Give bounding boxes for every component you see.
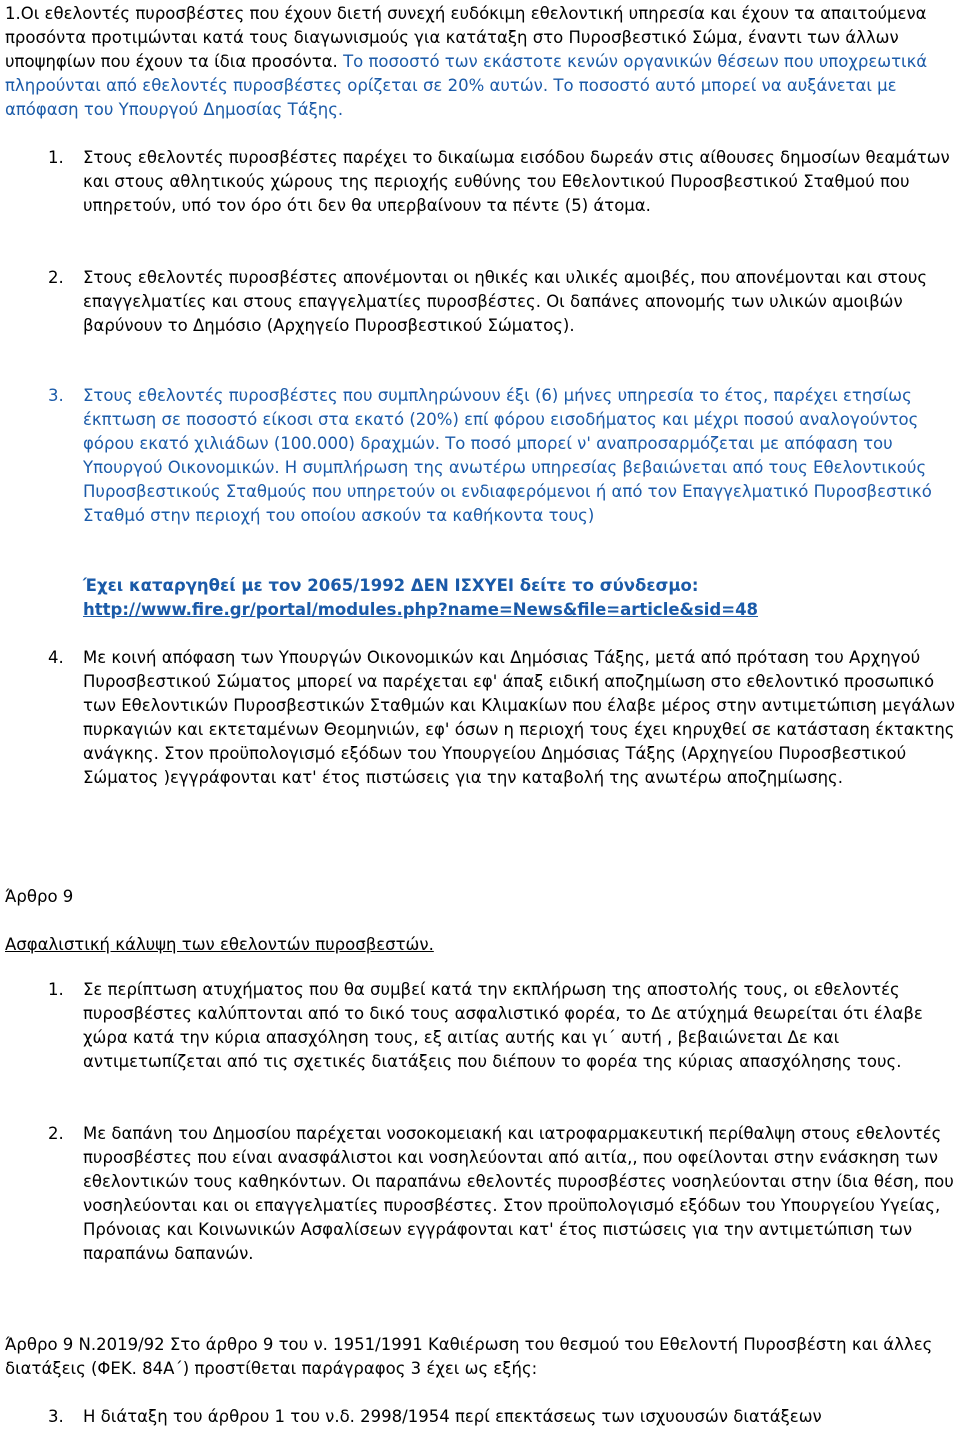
repeal-notice bbox=[83, 574, 943, 622]
intro-text-highlighted: Το ποσοστό των εκάστοτε κενών οργανικών θέσεων που υποχρεωτικά πληρούνται από εθελοντές πυροσβέστες ορίζεται σε 20% αυτών. Το ποσοστό αυτό μπορεί να αυξάνεται με απόφαση του Υπουργού Δημοσίας Τάξης. bbox=[5, 52, 928, 119]
list-item-number: 3. bbox=[48, 1407, 64, 1426]
list-item-number: 1. bbox=[48, 980, 64, 999]
list-item-2 bbox=[48, 266, 956, 338]
article-subheading: Ασφαλιστική κάλυψη των εθελοντών πυροσβεστών. bbox=[5, 935, 434, 954]
list-item-text: Η διάταξη του άρθρου 1 του ν.δ. 2998/1954 περί επεκτάσεως των ισχυουσών διατάξεων bbox=[83, 1407, 822, 1426]
article-item-2 bbox=[48, 1122, 956, 1266]
intro-paragraph bbox=[5, 2, 955, 122]
article-item-1 bbox=[48, 978, 956, 1074]
list-item-3 bbox=[48, 384, 956, 528]
repeal-notice-text: Έχει καταργηθεί με τον 2065/1992 ΔΕΝ ΙΣΧΥΕΙ δείτε το σύνδεσμο: bbox=[83, 576, 699, 595]
intro-text: 1.Οι εθελοντές πυροσβέστες που έχουν διετή συνεχή ευδόκιμη εθελοντική υπηρεσία και έχουν τα απαιτούμενα προσόντα προτιμώνται κατά τους διαγωνισμούς για κατάταξη στο Πυροσβεστικό Σώμα, έναντι των άλλων υποψηφίων που έχουν τα ίδια προσόντα. bbox=[5, 4, 927, 71]
list-item-number: 2. bbox=[48, 268, 64, 287]
list-item-4 bbox=[48, 646, 956, 790]
list-item-text: Με δαπάνη του Δημοσίου παρέχεται νοσοκομειακή και ιατροφαρμακευτική περίθαλψη στους εθελοντές πυροσβέστες που είναι ανασφάλιστοι και νοσηλεύονται από αιτία,, που οφείλονται στην ενάσκηση των εθελοντικών τους καθηκόντων. Οι παραπάνω εθελοντές πυροσβέστες νοσηλεύονται στην ίδια θέση, που νοσηλεύονται και οι επαγγελματίες πυροσβέστες. Στον προϋπολογισμό εξόδων του Υπουργείου Υγείας, Πρόνοιας και Κοινωνικών Ασφαλίσεων εγγράφονται κατ' έτος πιστώσεις για την αντιμετώπιση των παραπάνω δαπανών. bbox=[83, 1124, 954, 1263]
list-item-text: Στους εθελοντές πυροσβέστες απονέμονται οι ηθικές και υλικές αμοιβές, που απονέμονται και στους επαγγελματίες και στους επαγγελματίες πυροσβέστες. Οι δαπάνες απονομής των υλικών αμοιβών βαρύνουν το Δημόσιο (Αρχηγείο Πυροσβεστικού Σώματος). bbox=[83, 268, 928, 335]
amendment-paragraph: Άρθρο 9 Ν.2019/92 Στο άρθρο 9 του ν. 1951/1991 Καθιέρωση του θεσμού του Εθελοντή Πυροσβέστη και άλλες διατάξεις (ΦΕΚ. 84Α΄) προστίθεται παράγραφος 3 έχει ως εξής: bbox=[5, 1335, 933, 1378]
list-item-number: 3. bbox=[48, 386, 64, 405]
repeal-notice-link[interactable]: http://www.fire.gr/portal/modules.php?name=News&file=article&sid=48 bbox=[83, 600, 759, 619]
list-item-text: Στους εθελοντές πυροσβέστες που συμπληρώνουν έξι (6) μήνες υπηρεσία το έτος, παρέχει ετησίως έκπτωση σε ποσοστό είκοσι στα εκατό (20%) επί φόρου εισοδήματος και μέχρι ποσού αναλογούντος φόρου εκατό χιλιάδων (100.000) δραχμών. Το ποσό μπορεί ν' αναπροσαρμόζεται με απόφαση του Υπουργού Οικονομικών. Η συμπλήρωση της ανωτέρω υπηρεσίας βεβαιώνεται από τους Εθελοντικούς Πυροσβεστικούς Σταθμούς που υπηρετούν οι ενδιαφερόμενοι ή από τον Επαγγελματικό Πυροσβεστικό Σταθμό στην περιοχή του οποίου ασκούν τα καθήκοντα τους) bbox=[83, 386, 932, 525]
list-item-number: 1. bbox=[48, 148, 64, 167]
list-item-1 bbox=[48, 146, 956, 218]
list-item-number: 2. bbox=[48, 1124, 64, 1143]
list-item-text: Με κοινή απόφαση των Υπουργών Οικονομικών και Δημόσιας Τάξης, μετά από πρόταση του Αρχηγού Πυροσβεστικού Σώματος μπορεί να παρέχεται εφ' άπαξ ειδική αποζημίωση στο εθελοντικό προσωπικό των Εθελοντικών Πυροσβεστικών Σταθμών και Κλιμακίων που έλαβε μέρος στην αντιμετώπιση μεγάλων πυρκαγιών και εκτεταμένων Θεομηνιών, εφ' όσων η περιοχή τους έχει κηρυχθεί σε κατάσταση έκτακτης ανάγκης. Στον προϋπολογισμό εξόδων του Υπουργείου Δημόσιας Τάξης (Αρχηγείου Πυροσβεστικού Σώματος )εγγράφονται κατ' έτος πιστώσεις για την καταβολή της ανωτέρω αποζημίωσης. bbox=[83, 648, 955, 787]
list-item-text: Σε περίπτωση ατυχήματος που θα συμβεί κατά την εκπλήρωση της αποστολής τους, οι εθελοντές πυροσβέστες καλύπτονται από το δικό τους ασφαλιστικό φορέα, το Δε ατύχημά θεωρείται ότι έλαβε χώρα κατά την κύρια απασχόληση τους, εξ αιτίας αυτής και γι΄ αυτή , βεβαιώνεται Δε και αντιμετωπίζεται από τις σχετικές διατάξεις που διέπουν το φορέα της κύριας απασχόλησης τους. bbox=[83, 980, 923, 1071]
final-list-item bbox=[48, 1405, 956, 1429]
list-item-text: Στους εθελοντές πυροσβέστες παρέχει το δικαίωμα εισόδου δωρεάν στις αίθουσες δημοσίων θεαμάτων και στους αθλητικούς χώρους της περιοχής ευθύνης του Εθελοντικού Πυροσβεστικού Σταθμού που υπηρετούν, υπό τον όρο ότι δεν θα υπερβαίνουν τα πέντε (5) άτομα. bbox=[83, 148, 950, 215]
article-heading: Άρθρο 9 bbox=[5, 887, 74, 906]
list-item-number: 4. bbox=[48, 648, 64, 667]
